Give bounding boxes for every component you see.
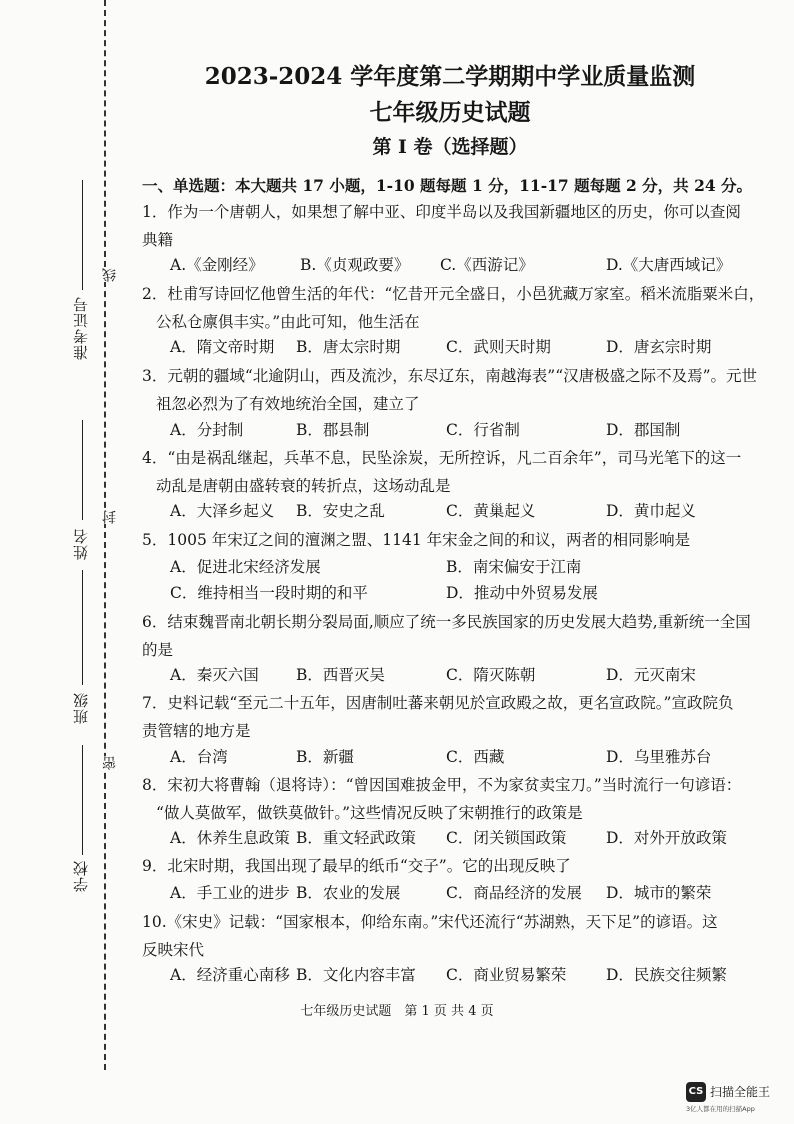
options-5a [170, 554, 760, 580]
question-1 [142, 198, 754, 254]
option-a[interactable]: A．隋文帝时期 [170, 338, 275, 356]
option-d[interactable]: D．对外开放政策 [606, 829, 727, 847]
option-d[interactable]: D．黄巾起义 [606, 502, 696, 520]
question-line: 4．“由是祸乱继起，兵革不息，民坠涂炭，无所控诉，凡二百余年”，司马光笔下的这一 [142, 449, 742, 467]
option-b[interactable]: B．新疆 [296, 748, 354, 766]
question-2 [142, 280, 765, 336]
option-b[interactable]: B．文化内容丰富 [296, 966, 416, 984]
question-10 [142, 908, 754, 964]
question-line: 的是 [142, 641, 174, 659]
school-label: 学校 [72, 860, 90, 892]
option-c[interactable]: C．商品经济的发展 [446, 884, 582, 902]
question-line: 7．史料记载“至元二十五年，因唐制吐蕃来朝见於宣政殿之故，更名宣政院。”宣政院负 [142, 694, 734, 712]
option-a[interactable]: A．秦灭六国 [170, 666, 259, 684]
options-8 [170, 825, 760, 851]
question-line: 责管辖的地方是 [142, 722, 251, 740]
name-label: 姓名 [72, 528, 90, 560]
option-c[interactable]: C.《西游记》 [440, 256, 534, 274]
option-d[interactable]: D．民族交往频繁 [606, 966, 727, 984]
section-heading: 一、单选题：本大题共 17 小题，1-10 题每题 1 分，11-17 题每题 2 分，共 24 分。 [142, 176, 753, 195]
question-line: 5．1005 年宋辽之间的澶渊之盟、1141 年宋金之间的和议，两者的相同影响是 [142, 531, 691, 549]
option-c[interactable]: C．武则天时期 [446, 338, 551, 356]
option-a[interactable]: A．经济重心南移 [170, 966, 290, 984]
options-5b [170, 580, 760, 606]
school-blank[interactable] [82, 745, 83, 855]
question-line: 2．杜甫写诗回忆他曾生活的年代：“忆昔开元全盛日，小邑犹藏万家室。稻米流脂粟米白， [142, 285, 765, 303]
watermark-tagline: 3亿人都在用的扫描App [686, 1105, 755, 1113]
option-c[interactable]: C．维持相当一段时期的和平 [170, 584, 368, 602]
option-d[interactable]: D．城市的繁荣 [606, 884, 712, 902]
option-d[interactable]: D．元灭南宋 [606, 666, 696, 684]
question-8 [142, 771, 754, 827]
scanner-watermark [686, 1080, 786, 1116]
option-c[interactable]: C．黄巢起义 [446, 502, 536, 520]
option-d[interactable]: D．郡国制 [606, 421, 681, 439]
name-blank[interactable] [82, 420, 83, 520]
option-a[interactable]: A．大泽乡起义 [170, 502, 275, 520]
question-line: 10.《宋史》记载：“国家根本，仰给东南。”宋代还流行“苏湖熟，天下足”的谚语。这 [142, 913, 718, 931]
question-line: 祖忽必烈为了有效地统治全国，建立了 [156, 395, 420, 413]
seal-char-seal: 封 [102, 510, 118, 524]
exam-number-label: 准考证号 [72, 296, 90, 360]
camscanner-logo-icon: CS [686, 1082, 706, 1102]
question-line: 典籍 [142, 231, 174, 249]
class-label: 班级 [72, 692, 90, 724]
options-6 [170, 662, 760, 688]
page-footer: 七年级历史试题 第 1 页 共 4 页 [300, 1004, 494, 1019]
question-line: 3．元朝的疆域“北逾阴山，西及流沙，东尽辽东，南越海表”“汉唐极盛之际不及焉”。元世 [142, 367, 758, 385]
option-b[interactable]: B．安史之乱 [296, 502, 385, 520]
options-7 [170, 744, 760, 770]
options-10 [170, 962, 760, 988]
question-line: 1．作为一个唐朝人，如果想了解中亚、印度半岛以及我国新疆地区的历史，你可以查阅 [142, 203, 741, 221]
question-line: 6．结束魏晋南北朝长期分裂局面,顺应了统一多民族国家的历史发展大趋势,重新统一全国 [142, 613, 751, 631]
question-9 [142, 852, 754, 880]
option-c[interactable]: C．隋灭陈朝 [446, 666, 536, 684]
exam-subtitle: 七年级历史试题 [369, 99, 531, 126]
option-b[interactable]: B．南宋偏安于江南 [446, 558, 582, 576]
watermark-name: 扫描全能王 [710, 1085, 771, 1099]
option-c[interactable]: C．西藏 [446, 748, 505, 766]
option-a[interactable]: A.《金刚经》 [170, 256, 264, 274]
option-b[interactable]: B．郡县制 [296, 421, 370, 439]
option-c[interactable]: C．行省制 [446, 421, 520, 439]
option-d[interactable]: D．乌里雅苏台 [606, 748, 712, 766]
exam-number-blank[interactable] [82, 180, 83, 290]
option-b[interactable]: B．农业的发展 [296, 884, 401, 902]
option-b[interactable]: B．西晋灭吴 [296, 666, 385, 684]
option-c[interactable]: C．商业贸易繁荣 [446, 966, 567, 984]
option-a[interactable]: A．台湾 [170, 748, 228, 766]
question-4 [142, 444, 754, 500]
class-blank[interactable] [82, 570, 83, 685]
option-b[interactable]: B．重文轻武政策 [296, 829, 416, 847]
options-4 [170, 498, 760, 524]
question-line: 反映宋代 [142, 941, 205, 959]
option-a[interactable]: A．手工业的进步 [170, 884, 290, 902]
option-b[interactable]: B.《贞观政要》 [300, 256, 410, 274]
question-line: 8．宋初大将曹翰（退将诗）：“曾因国难披金甲，不为家贫卖宝刀。”当时流行一句谚语： [142, 776, 742, 794]
question-line: “做人莫做军，做铁莫做针。”这些情况反映了宋朝推行的政策是 [156, 804, 583, 822]
options-1 [170, 252, 760, 278]
option-d[interactable]: D.《大唐西域记》 [606, 256, 732, 274]
option-b[interactable]: B．唐太宗时期 [296, 338, 401, 356]
option-d[interactable]: D．推动中外贸易发展 [446, 584, 598, 602]
option-d[interactable]: D．唐玄宗时期 [606, 338, 712, 356]
options-9 [170, 880, 760, 906]
option-a[interactable]: A．促进北宋经济发展 [170, 558, 321, 576]
question-3 [142, 362, 758, 418]
question-line: 动乱是唐朝由盛转衰的转折点，这场动乱是 [156, 477, 451, 495]
question-5 [142, 526, 754, 554]
options-2 [170, 334, 760, 360]
exam-title: 2023-2024 学年度第二学期期中学业质量监测 [204, 63, 696, 90]
seal-char-line: 线 [102, 268, 118, 282]
question-line: 公私仓廪俱丰实。”由此可知，他生活在 [156, 313, 420, 331]
options-3 [170, 417, 760, 443]
question-7 [142, 689, 754, 745]
seal-char-secret: 密 [102, 756, 118, 770]
option-c[interactable]: C．闭关锁国政策 [446, 829, 567, 847]
question-6 [142, 608, 754, 664]
volume-title: 第 I 卷（选择题） [372, 136, 528, 158]
question-line: 9．北宋时期，我国出现了最早的纸币“交子”。它的出现反映了 [142, 857, 571, 875]
option-a[interactable]: A．休养生息政策 [170, 829, 290, 847]
option-a[interactable]: A．分封制 [170, 421, 244, 439]
binding-line [104, 0, 106, 1070]
